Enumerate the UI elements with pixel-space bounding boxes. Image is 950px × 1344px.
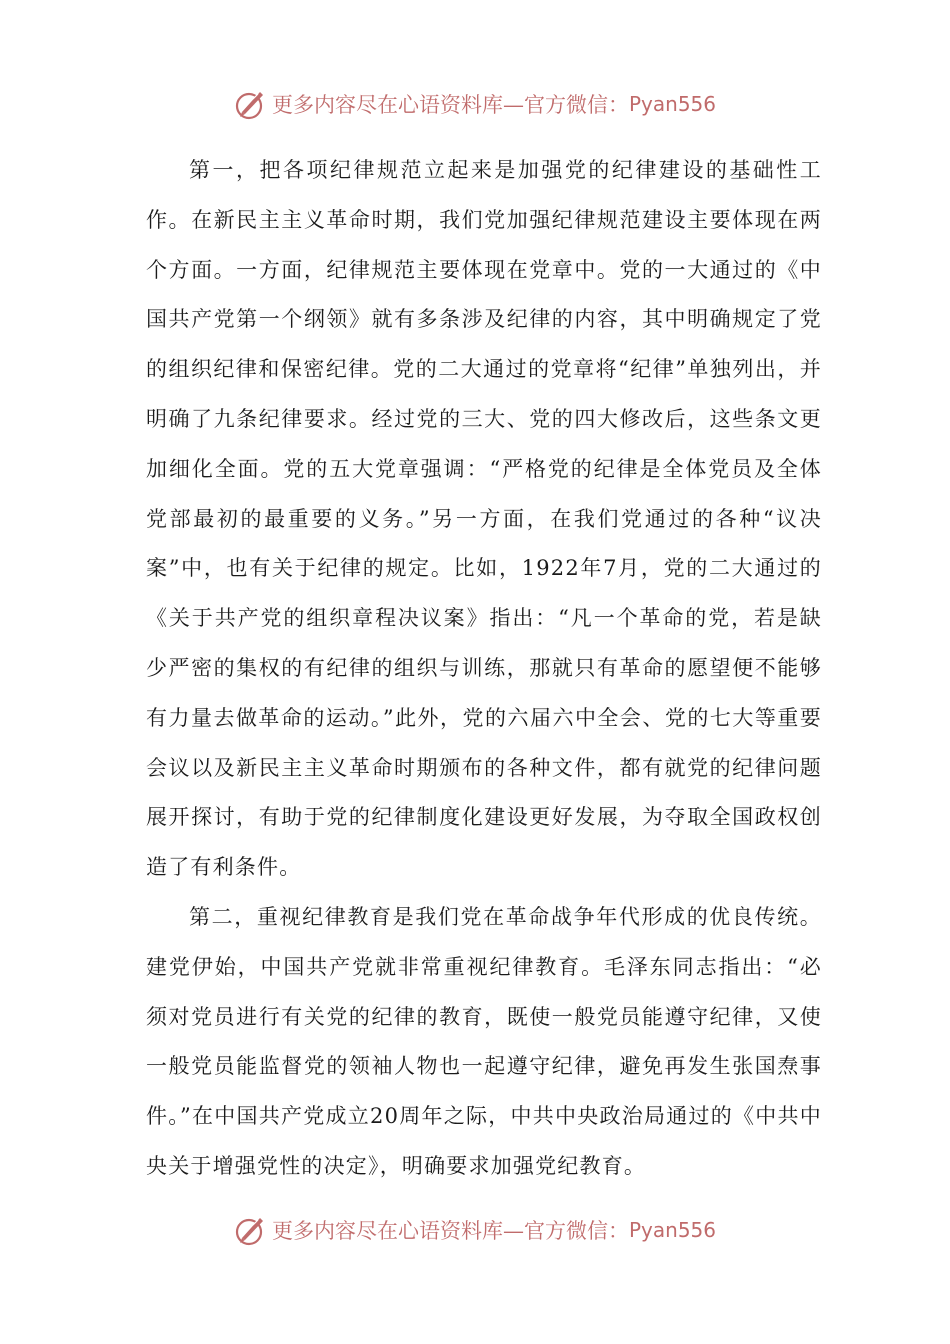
footer-watermark-banner — [0, 1208, 950, 1252]
document-body — [146, 146, 822, 1192]
paragraph-1: 第一，把各项纪律规范立起来是加强党的纪律建设的基础性工作。在新民主主义革命时期，我们党加强纪律规范建设主要体现在两个方面。一方面，纪律规范主要体现在党章中。党的一大通过的《中国共产党第一个纲领》就有多条涉及纪律的内容，其中明确规定了党的组织纪律和保密纪律。党的二大通过的党章将“纪律”单独列出，并明确了九条纪律要求。经过党的三大、党的四大修改后，这些条文更加细化全面。党的五大党章强调：“严格党的纪律是全体党员及全体党部最初的最重要的义务。”另一方面，在我们党通过的各种“议决案”中，也有关于纪律的规定。比如，1922年7月，党的二大通过的《关于共产党的组织章程决议案》指出：“凡一个革命的党，若是缺少严密的集权的有纪律的组织与训练，那就只有革命的愿望便不能够有力量去做革命的运动。”此外，党的六届六中全会、党的七大等重要会议以及新民主主义革命时期颁布的各种文件，都有就党的纪律问题展开探讨，有助于党的纪律制度化建设更好发展，为夺取全国政权创造了有利条件。 — [146, 158, 822, 880]
footer-wechat-id: Pyan556 — [628, 1218, 716, 1242]
quill-pen-logo-icon — [234, 1213, 268, 1247]
header-wechat-id: Pyan556 — [628, 92, 716, 116]
paragraph-2: 第二，重视纪律教育是我们党在革命战争年代形成的优良传统。建党伊始，中国共产党就非常重视纪律教育。毛泽东同志指出：“必须对党员进行有关党的纪律的教育，既使一般党员能遵守纪律，又使一般党员能监督党的领袖人物也一起遵守纪律，避免再发生张国焘事件。”在中国共产党成立20周年之际，中共中央政治局通过的《中共中央关于增强党性的决定》，明确要求加强党纪教育。 — [146, 904, 822, 1178]
quill-pen-logo-icon — [234, 87, 268, 121]
header-watermark-text: 更多内容尽在心语资料库—官方微信： — [271, 93, 629, 117]
footer-watermark-text: 更多内容尽在心语资料库—官方微信： — [271, 1219, 629, 1243]
header-watermark-banner — [0, 82, 950, 126]
